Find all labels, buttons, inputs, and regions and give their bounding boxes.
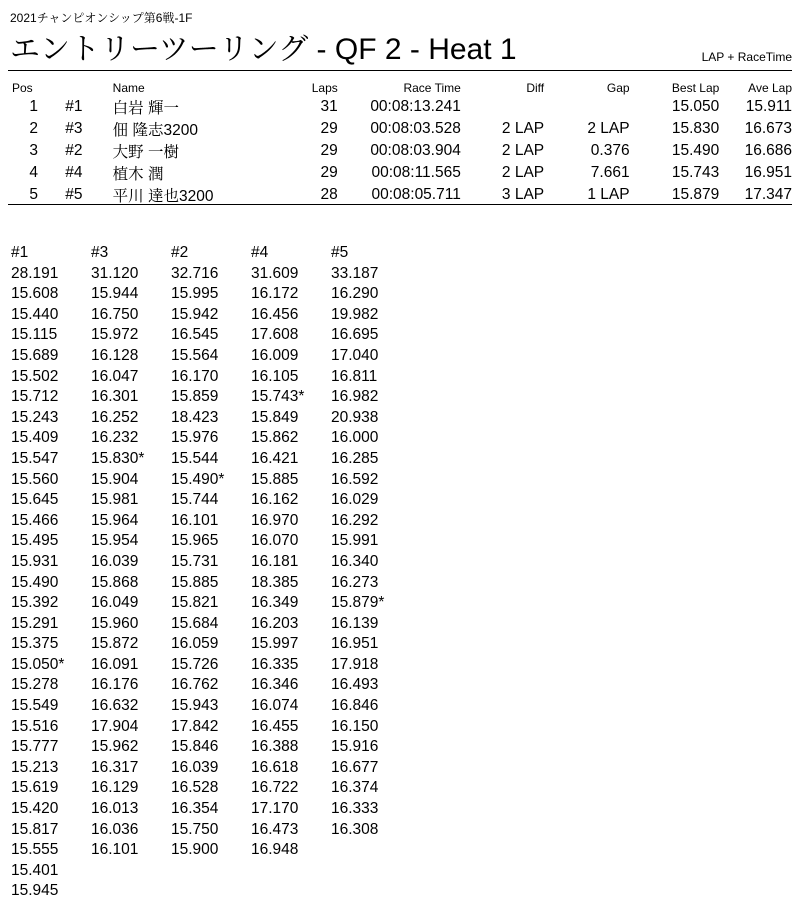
lap-time: 31.120: [91, 264, 139, 282]
lap-time: 15.645: [11, 491, 59, 509]
lap-time: 16.695: [331, 326, 379, 344]
results-row: [8, 184, 792, 206]
pos-cell: 4: [29, 164, 38, 181]
lap-time: 16.948: [251, 841, 299, 859]
lap-column-header: #5: [331, 244, 349, 261]
lap-time: 16.421: [251, 449, 299, 467]
diff-cell: 2 LAP: [501, 142, 545, 159]
col-ave-lap: Ave Lap: [748, 81, 792, 95]
lap-column: [171, 243, 251, 902]
lap-time: 15.849: [251, 408, 299, 426]
lap-time: 16.982: [331, 388, 379, 406]
lap-column: [11, 243, 91, 902]
lap-time: 16.340: [331, 552, 379, 570]
lap-time: 16.009: [251, 346, 299, 364]
best-lap-cell: 15.830: [671, 120, 720, 137]
lap-time: 15.916: [331, 738, 379, 756]
kart-number-cell: #1: [65, 98, 83, 115]
report-title: エントリーツーリング - QF 2 - Heat 1: [10, 33, 517, 66]
lap-time: 20.938: [331, 408, 379, 426]
lap-time: 16.528: [171, 779, 219, 797]
kart-number-cell: #3: [65, 120, 83, 137]
lap-time: 15.931: [11, 552, 59, 570]
laps-cell: 28: [320, 186, 338, 203]
pos-cell: 5: [29, 186, 38, 203]
lap-time: 16.162: [251, 491, 299, 509]
lap-time: 16.290: [331, 285, 379, 303]
lap-time: 16.951: [331, 635, 379, 653]
lap-time: 16.047: [91, 367, 139, 385]
lap-time: 16.677: [331, 758, 379, 776]
lap-time: 15.965: [171, 532, 219, 550]
lap-time: 16.170: [171, 367, 219, 385]
laps-cell: 29: [320, 164, 338, 181]
lap-time: 15.115: [11, 326, 58, 344]
col-laps: Laps: [311, 81, 338, 95]
lap-time: 15.243: [11, 408, 59, 426]
driver-name-cell: 佃 隆志3200: [112, 122, 198, 139]
lap-time: 15.962: [91, 738, 139, 756]
lap-time: 28.191: [11, 264, 59, 282]
lap-time: 16.632: [91, 697, 139, 715]
lap-time: 15.750: [171, 820, 219, 838]
lap-time: 16.811: [331, 367, 378, 385]
lap-time: 16.172: [251, 285, 299, 303]
lap-time: 19.982: [331, 305, 379, 323]
col-pos: Pos: [12, 81, 33, 95]
lap-time: 16.036: [91, 820, 139, 838]
pos-cell: 1: [29, 98, 38, 115]
lap-time: 17.918: [331, 655, 379, 673]
lap-time: 16.139: [331, 614, 379, 632]
lap-time: 32.716: [171, 264, 219, 282]
lap-time: 17.170: [251, 800, 299, 818]
col-best-lap: Best Lap: [671, 81, 720, 95]
lap-column-header: #2: [171, 244, 189, 261]
lap-time: 16.722: [251, 779, 299, 797]
lap-time: 15.495: [11, 532, 59, 550]
lap-time: 15.885: [251, 470, 299, 488]
lap-time: 16.970: [251, 511, 299, 529]
diff-cell: 2 LAP: [501, 120, 545, 137]
lap-time: 16.013: [91, 800, 139, 818]
lap-time: 15.440: [11, 305, 59, 323]
lap-time: 15.862: [251, 429, 299, 447]
diff-cell: [461, 96, 544, 118]
lap-time: 33.187: [331, 264, 379, 282]
laps-cell: 31: [320, 98, 338, 115]
lap-time: 15.997: [251, 635, 299, 653]
lap-time: 15.777: [11, 738, 59, 756]
lap-time: 16.456: [251, 305, 299, 323]
best-lap-cell: 15.743: [671, 164, 720, 181]
driver-name-cell: 大野 一樹: [112, 144, 179, 161]
lap-time: 15.900: [171, 841, 219, 859]
lap-time: 15.976: [171, 429, 219, 447]
lap-column-header: #3: [91, 244, 109, 261]
lap-time: 16.354: [171, 800, 219, 818]
lap-time: 16.493: [331, 676, 379, 694]
results-row: [8, 96, 792, 118]
ave-lap-cell: 16.686: [744, 142, 792, 159]
report-subtitle: 2021チャンピオンシップ第6戦-1F: [10, 11, 193, 25]
lap-time: 15.872: [91, 635, 139, 653]
lap-time: 15.972: [91, 326, 139, 344]
lap-time: 15.944: [91, 285, 139, 303]
lap-column: [251, 243, 331, 902]
lap-time: 15.409: [11, 429, 59, 447]
lap-time: 16.301: [91, 388, 139, 406]
lap-column: [91, 243, 171, 902]
lap-time: 15.868: [91, 573, 139, 591]
lap-time: 15.684: [171, 614, 219, 632]
lap-time: 15.555: [11, 841, 59, 859]
driver-name-cell: 白岩 輝一: [112, 100, 179, 117]
lap-time: 15.420: [11, 800, 59, 818]
lap-time: 15.991: [331, 532, 379, 550]
lap-column: [331, 243, 411, 902]
lap-time: 15.879*: [331, 594, 385, 612]
lap-time: 16.203: [251, 614, 299, 632]
col-gap: Gap: [606, 81, 630, 95]
lap-time: 15.291: [11, 614, 59, 632]
lap-column-header: #1: [11, 244, 29, 261]
lap-time: 16.074: [251, 697, 299, 715]
race-time-cell: 00:08:11.565: [371, 164, 461, 181]
lap-time: 16.762: [171, 676, 219, 694]
driver-name-cell: 植木 潤: [112, 166, 164, 183]
lap-time: 16.473: [251, 820, 299, 838]
ave-lap-cell: 16.951: [744, 164, 792, 181]
divider-top: [8, 70, 792, 71]
lap-time: 16.388: [251, 738, 299, 756]
lap-time: 15.964: [91, 511, 139, 529]
lap-time: 15.619: [11, 779, 59, 797]
race-time-cell: 00:08:13.241: [370, 98, 461, 115]
col-race-time: Race Time: [403, 81, 461, 95]
lap-time: 16.292: [331, 511, 379, 529]
lap-time: 16.333: [331, 800, 379, 818]
laps-cell: 29: [320, 142, 338, 159]
lap-time: 16.128: [91, 346, 139, 364]
lap-time: 15.392: [11, 594, 59, 612]
lap-time: 16.455: [251, 717, 299, 735]
results-table: [8, 80, 792, 206]
lap-time: 15.560: [11, 470, 59, 488]
lap-time: 15.885: [171, 573, 219, 591]
lap-time: 17.608: [251, 326, 299, 344]
lap-time: 15.943: [171, 697, 219, 715]
lap-time: 16.039: [171, 758, 219, 776]
kart-number-cell: #5: [65, 186, 83, 203]
pos-cell: 3: [29, 142, 38, 159]
lap-time: 15.731: [171, 552, 219, 570]
lap-time: 15.689: [11, 346, 59, 364]
results-row: [8, 162, 792, 184]
lap-time: 15.981: [91, 491, 139, 509]
lap-time: 16.070: [251, 532, 299, 550]
lap-time: 17.904: [91, 717, 139, 735]
lap-time: 15.830*: [91, 449, 145, 467]
lap-time: 15.375: [11, 635, 59, 653]
lap-time: 16.176: [91, 676, 139, 694]
lap-time: 16.091: [91, 655, 139, 673]
lap-time: 18.423: [171, 408, 219, 426]
lap-time: 17.842: [171, 717, 219, 735]
lap-time: 16.232: [91, 429, 139, 447]
lap-time: 16.285: [331, 449, 379, 467]
ave-lap-cell: 15.911: [745, 98, 792, 115]
lap-time: 16.029: [331, 491, 379, 509]
lap-time: 15.564: [171, 346, 219, 364]
lap-time: 15.547: [11, 449, 59, 467]
lap-time: 15.544: [171, 449, 219, 467]
race-time-cell: 00:08:03.904: [370, 142, 461, 159]
lap-time: 15.712: [11, 388, 59, 406]
lap-time: 15.490: [11, 573, 59, 591]
lap-time: 15.278: [11, 676, 59, 694]
lap-time: 15.213: [11, 758, 59, 776]
results-row: [8, 140, 792, 162]
gap-cell: 2 LAP: [587, 120, 630, 137]
race-time-cell: 00:08:05.711: [371, 186, 461, 203]
col-name: Name: [112, 81, 145, 95]
lap-time: 16.105: [251, 367, 299, 385]
ave-lap-cell: 16.673: [744, 120, 792, 137]
lap-time: 15.817: [11, 820, 59, 838]
lap-time: 15.744: [171, 491, 219, 509]
lap-time: 16.273: [331, 573, 379, 591]
gap-cell: 0.376: [590, 142, 630, 159]
results-row: [8, 118, 792, 140]
lap-time: 17.040: [331, 346, 379, 364]
lap-time: 15.401: [11, 861, 59, 879]
best-lap-cell: 15.490: [671, 142, 720, 159]
lap-time: 16.059: [171, 635, 219, 653]
lap-time: 16.349: [251, 594, 299, 612]
report-mode-label: LAP + RaceTime: [701, 50, 792, 64]
lap-time: 15.945: [11, 882, 59, 900]
lap-time: 16.618: [251, 758, 299, 776]
col-diff: Diff: [526, 81, 545, 95]
lap-time: 18.385: [251, 573, 299, 591]
lap-time: 16.346: [251, 676, 299, 694]
lap-time: 16.335: [251, 655, 299, 673]
lap-time: 15.516: [11, 717, 59, 735]
laps-cell: 29: [320, 120, 338, 137]
driver-name-cell: 平川 達也3200: [112, 188, 214, 205]
lap-time: 15.743*: [251, 388, 305, 406]
diff-cell: 2 LAP: [501, 164, 545, 181]
lap-time: 16.000: [331, 429, 379, 447]
lap-time: 15.954: [91, 532, 139, 550]
race-time-cell: 00:08:03.528: [370, 120, 461, 137]
lap-time: 15.490*: [171, 470, 225, 488]
lap-time: 15.942: [171, 305, 219, 323]
lap-time: 15.466: [11, 511, 59, 529]
lap-time: 15.995: [171, 285, 219, 303]
lap-time: 15.050*: [11, 655, 65, 673]
results-header-row: [8, 80, 792, 96]
gap-cell: 1 LAP: [587, 186, 630, 203]
lap-time: 15.859: [171, 388, 219, 406]
best-lap-cell: 15.050: [671, 98, 720, 115]
lap-time: 16.101: [91, 841, 139, 859]
lap-time: 16.101: [171, 511, 219, 529]
lap-time: 15.549: [11, 697, 59, 715]
lap-time: 15.904: [91, 470, 139, 488]
lap-time: 16.750: [91, 305, 139, 323]
lap-time: 16.846: [331, 697, 379, 715]
kart-number-cell: #2: [65, 142, 83, 159]
gap-cell: [544, 96, 629, 118]
gap-cell: 7.661: [590, 164, 630, 181]
ave-lap-cell: 17.347: [744, 186, 792, 203]
lap-time: 15.846: [171, 738, 219, 756]
kart-number-cell: #4: [65, 164, 83, 181]
lap-column-header: #4: [251, 244, 269, 261]
lap-time: 15.726: [171, 655, 219, 673]
lap-time: 15.502: [11, 367, 59, 385]
lap-time: 16.252: [91, 408, 139, 426]
lap-time: 15.960: [91, 614, 139, 632]
diff-cell: 3 LAP: [501, 186, 545, 203]
lap-time: 16.545: [171, 326, 219, 344]
col-num: [59, 80, 112, 96]
lap-time: 16.592: [331, 470, 379, 488]
pos-cell: 2: [29, 120, 38, 137]
lap-time: 16.374: [331, 779, 379, 797]
lap-time: 15.821: [171, 594, 219, 612]
lap-time: 31.609: [251, 264, 299, 282]
lap-time: 16.129: [91, 779, 139, 797]
lap-time: 16.317: [91, 758, 139, 776]
lap-times-grid: [11, 243, 411, 902]
lap-time: 16.049: [91, 594, 139, 612]
best-lap-cell: 15.879: [671, 186, 720, 203]
lap-time: 16.150: [331, 717, 379, 735]
lap-time: 16.181: [251, 552, 299, 570]
lap-time: 16.308: [331, 820, 379, 838]
lap-time: 16.039: [91, 552, 139, 570]
divider-bottom: [8, 204, 792, 205]
lap-time: 15.608: [11, 285, 59, 303]
